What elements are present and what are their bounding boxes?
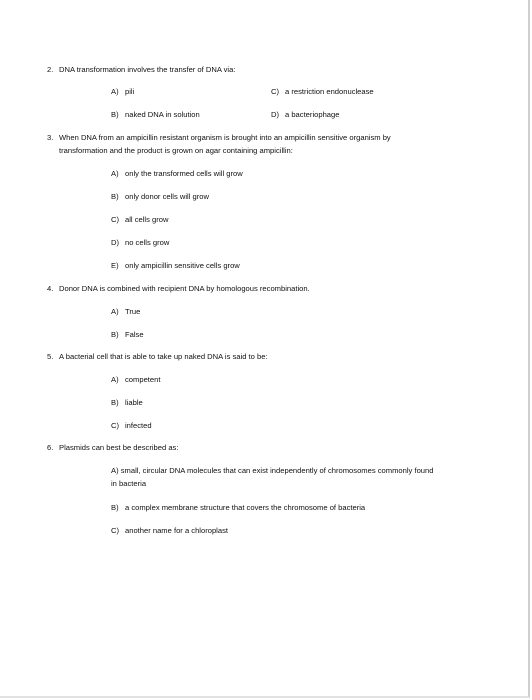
question-5 bbox=[47, 350, 472, 363]
question-4 bbox=[47, 282, 472, 295]
option-2a bbox=[111, 85, 134, 98]
question-number: 3. bbox=[47, 133, 54, 142]
option-text: only donor cells will grow bbox=[125, 192, 209, 201]
option-letter: B) bbox=[111, 110, 119, 119]
option-3d bbox=[111, 236, 169, 249]
option-letter: E) bbox=[111, 261, 119, 270]
question-6 bbox=[47, 441, 472, 454]
question-number: 2. bbox=[47, 65, 54, 74]
option-text: naked DNA in solution bbox=[125, 110, 200, 119]
option-letter: A) bbox=[111, 87, 119, 96]
option-text: pili bbox=[125, 87, 135, 96]
option-letter: D) bbox=[271, 110, 280, 119]
option-6b bbox=[111, 501, 365, 514]
option-2c bbox=[271, 85, 374, 98]
option-text: a restriction endonuclease bbox=[285, 87, 374, 96]
option-text: a complex membrane structure that covers the chromosome of bacteria bbox=[125, 503, 366, 512]
option-2d bbox=[271, 108, 339, 121]
question-text: Donor DNA is combined with recipient DNA by homologous recombination. bbox=[59, 284, 310, 293]
question-number: 4. bbox=[47, 284, 54, 293]
option-letter: C) bbox=[111, 526, 120, 535]
option-text: only ampicillin sensitive cells grow bbox=[125, 261, 240, 270]
option-3e bbox=[111, 259, 240, 272]
question-text: A bacterial cell that is able to take up naked DNA is said to be: bbox=[59, 352, 268, 361]
option-text: a bacteriophage bbox=[285, 110, 340, 119]
option-letter: A) bbox=[111, 466, 119, 475]
option-text: small, circular DNA molecules that can exist independently of chromosomes commonly found in bacteria bbox=[111, 466, 434, 488]
option-letter: A) bbox=[111, 375, 119, 384]
option-letter: C) bbox=[111, 215, 120, 224]
question-text: When DNA from an ampicillin resistant organism is brought into an ampicillin sensitive organism by bbox=[59, 133, 391, 142]
option-text: another name for a chloroplast bbox=[125, 526, 228, 535]
option-6a bbox=[111, 464, 441, 490]
option-letter: B) bbox=[111, 192, 119, 201]
option-text: all cells grow bbox=[125, 215, 169, 224]
option-text: only the transformed cells will grow bbox=[125, 169, 243, 178]
question-text: Plasmids can best be described as: bbox=[59, 443, 179, 452]
option-letter: A) bbox=[111, 307, 119, 316]
option-3c bbox=[111, 213, 168, 226]
question-3 bbox=[47, 131, 472, 157]
option-letter: D) bbox=[111, 238, 120, 247]
option-text: False bbox=[125, 330, 144, 339]
option-6c bbox=[111, 524, 228, 537]
option-text: competent bbox=[125, 375, 161, 384]
option-text: liable bbox=[125, 398, 143, 407]
option-letter: C) bbox=[271, 87, 280, 96]
option-text: infected bbox=[125, 421, 152, 430]
option-4b bbox=[111, 328, 144, 341]
option-letter: B) bbox=[111, 503, 119, 512]
option-text: True bbox=[125, 307, 141, 316]
option-letter: A) bbox=[111, 169, 119, 178]
option-5b bbox=[111, 396, 143, 409]
option-5c bbox=[111, 419, 152, 432]
option-4a bbox=[111, 305, 140, 318]
option-text: no cells grow bbox=[125, 238, 170, 247]
option-2b bbox=[111, 108, 200, 121]
question-number: 6. bbox=[47, 443, 54, 452]
option-letter: B) bbox=[111, 330, 119, 339]
option-5a bbox=[111, 373, 160, 386]
option-3b bbox=[111, 190, 209, 203]
option-letter: B) bbox=[111, 398, 119, 407]
question-text-continued: transformation and the product is grown on agar containing ampicillin: bbox=[59, 146, 293, 155]
question-number: 5. bbox=[47, 352, 54, 361]
option-3a bbox=[111, 167, 243, 180]
question-text: DNA transformation involves the transfer of DNA via: bbox=[59, 65, 236, 74]
question-2 bbox=[47, 63, 472, 76]
option-letter: C) bbox=[111, 421, 120, 430]
